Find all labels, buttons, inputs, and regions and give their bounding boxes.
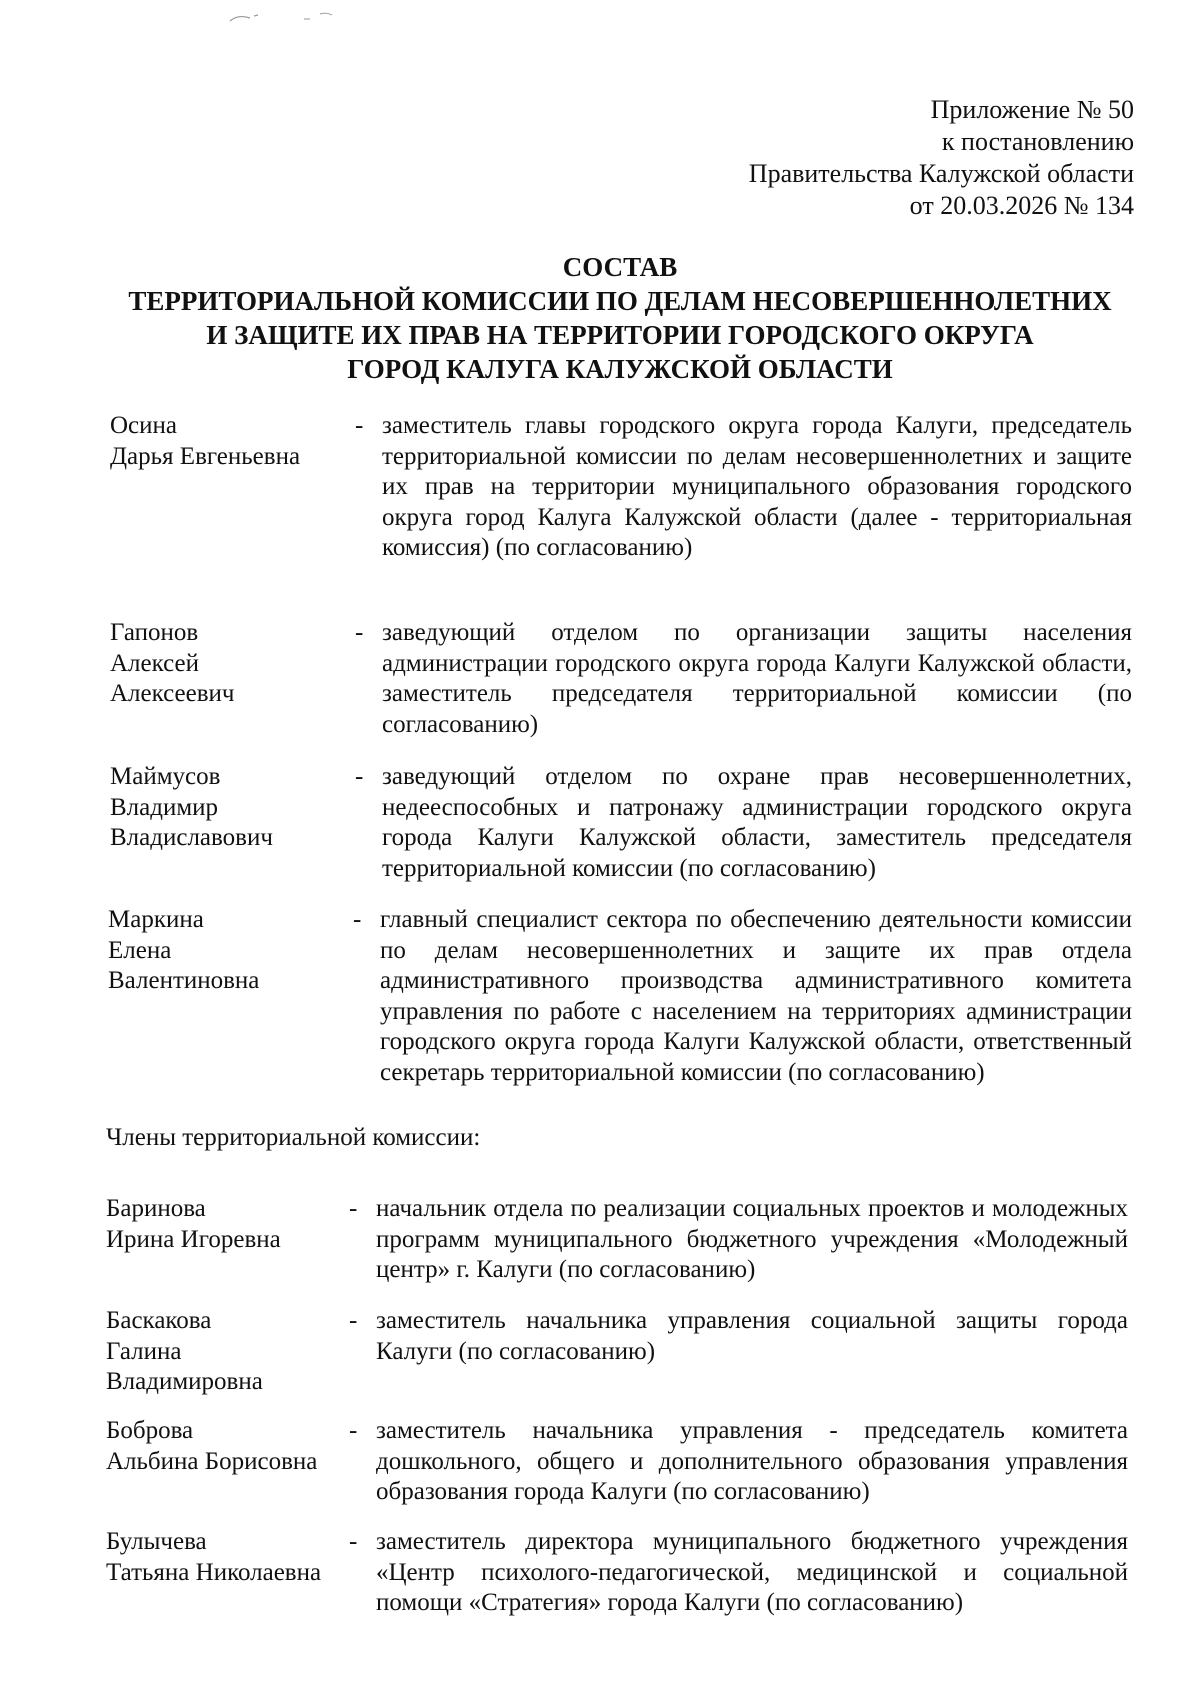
dash-separator: - — [349, 1307, 358, 1334]
member-description: заместитель главы городского округа города Калуги, председатель территориальной комиссии по делам несовершеннолетних и защите их прав на территории муниципального образования городского округа город Калуга Калужской области (далее - территориальная комиссия) (по согласованию) — [382, 412, 1132, 561]
title-line-2: ТЕРРИТОРИАЛЬНОЙ КОМИССИИ ПО ДЕЛАМ НЕСОВЕРШЕННОЛЕТНИХ — [128, 286, 1112, 316]
member-name: Осина Дарья Евгеньевна — [110, 412, 301, 470]
member-description: заместитель директора муниципального бюджетного учреждения «Центр психолого-педагогической, медицинской и социальной помощи «Стратегия» города Калуги (по согласованию) — [376, 1528, 1128, 1616]
dash-separator: - — [349, 1528, 358, 1555]
member-description: начальник отдела по реализации социальных проектов и молодежных программ муниципального бюджетного учреждения «Молодежный центр» г. Калуги (по согласованию) — [376, 1195, 1128, 1283]
member-name: Боброва Альбина Борисовна — [106, 1417, 318, 1475]
dash-separator: - — [355, 763, 364, 790]
member-name: Маймусов Владимир Владиславович — [110, 763, 273, 851]
member-description: заведующий отделом по организации защиты населения администрации городского округа города Калуги Калужской области, заместитель председателя территориальной комиссии (по согласованию) — [382, 619, 1132, 738]
member-name: Баскакова Галина Владимировна — [106, 1307, 263, 1395]
appendix-line-4: от 20.03.2026 № 134 — [909, 191, 1134, 220]
dash-separator: - — [349, 1195, 358, 1222]
member-name: Баринова Ирина Игоревна — [106, 1195, 281, 1253]
dash-separator: - — [349, 1417, 358, 1444]
member-name: Гапонов Алексей Алексеевич — [110, 619, 235, 707]
document-title — [100, 250, 1140, 386]
title-line-3: И ЗАЩИТЕ ИХ ПРАВ НА ТЕРРИТОРИИ ГОРОДСКОГО ОКРУГА — [206, 320, 1034, 350]
member-description: заведующий отделом по охране прав несовершеннолетних, недееспособных и патронажу администрации городского округа города Калуги Калужской области, заместитель председателя территориальной комиссии (по согласованию) — [382, 763, 1132, 882]
members-header: Члены территориальной комиссии: — [106, 1124, 481, 1151]
appendix-line-3: Правительства Калужской области — [748, 159, 1134, 188]
title-line-1: СОСТАВ — [562, 252, 678, 282]
appendix-line-1: Приложение № 50 — [930, 95, 1134, 124]
member-name: Булычева Татьяна Николаевна — [106, 1528, 322, 1586]
member-description: заместитель начальника управления социальной защиты города Калуги (по согласованию) — [376, 1307, 1128, 1365]
appendix-block — [614, 94, 1134, 222]
scan-artifact-mark — [228, 10, 358, 24]
appendix-line-2: к постановлению — [941, 127, 1134, 156]
dash-separator: - — [355, 619, 364, 646]
member-name: Маркина Елена Валентиновна — [108, 906, 260, 994]
dash-separator: - — [353, 906, 362, 933]
dash-separator: - — [355, 412, 364, 439]
title-line-4: ГОРОД КАЛУГА КАЛУЖСКОЙ ОБЛАСТИ — [347, 354, 893, 384]
member-description: заместитель начальника управления - председатель комитета дошкольного, общего и дополнительного образования управления образования города Калуги (по согласованию) — [376, 1417, 1128, 1505]
member-description: главный специалист сектора по обеспечению деятельности комиссии по делам несовершеннолетних и защите их прав отдела административного производства административного комитета управления по работе с населением на территориях администрации городского округа города Калуги Калужской области, ответственный секретарь территориальной комиссии (по согласованию) — [380, 906, 1132, 1086]
